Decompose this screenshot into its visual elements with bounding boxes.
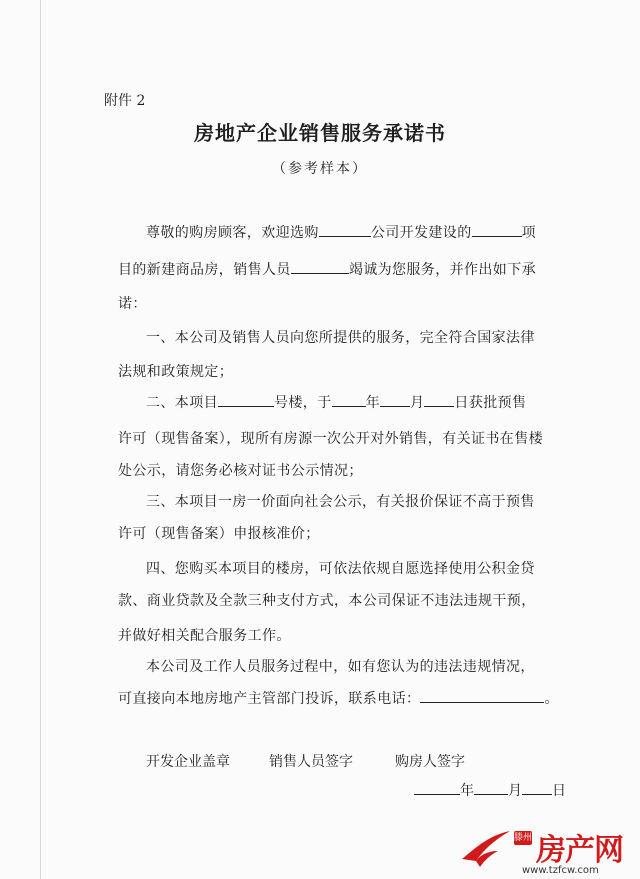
text: 尊敬的购房顾客，欢迎选购: [146, 225, 319, 241]
text: 年: [460, 783, 474, 799]
closing-line1: 本公司及工作人员服务过程中，如有您认为的违法违规情况，: [146, 659, 535, 675]
item4-line1: 四、您购买本项目的楼房，可依法依规自愿选择使用公积金贷: [146, 561, 535, 577]
document-subtitle: （参考样本）: [272, 161, 368, 177]
developer-seal-label: 开发企业盖章: [146, 754, 230, 770]
logo-tag: 滕州: [514, 833, 533, 843]
logo-url: www.tzfcw.com: [522, 865, 599, 876]
item2-line1: [146, 392, 526, 412]
item1-line1: 一、本公司及销售人员向您所提供的服务，完全符合国家法律: [146, 330, 535, 346]
day-blank: [424, 392, 454, 407]
date-month-blank: [474, 780, 508, 795]
date-line: [414, 780, 566, 800]
closing-line2: [118, 688, 559, 708]
item4-line2: 款、商业贷款及全款三种支付方式，本公司保证不违法违规干预，: [118, 593, 536, 609]
item3-line1: 三、本项目一房一价面向社会公示，有关报价保证不高于预售: [146, 494, 535, 510]
text: 可直接向本地房地产主管部门投诉，联系电话：: [118, 691, 421, 707]
text: 年: [365, 395, 381, 411]
watermark-logo: [458, 823, 638, 879]
company-blank: [319, 222, 371, 237]
text: 目的新建商品房，销售人员: [118, 262, 291, 278]
date-year-blank: [414, 780, 460, 795]
item1-line2: 法规和政策规定；: [118, 364, 234, 380]
project-blank: [472, 222, 522, 237]
salesperson-blank: [291, 259, 349, 274]
para1-line1: [146, 222, 536, 242]
text: 日获批预售: [454, 395, 527, 411]
item3-line2: 许可（现售备案）申报核准价；: [118, 526, 320, 542]
item2-line3: 处公示，请您务必核对证书公示情况；: [118, 463, 363, 479]
text: 日: [552, 783, 566, 799]
text: 二、本项目: [146, 395, 218, 411]
item2-line2: 许可（现售备案），现所有房源一次公开对外销售，有关证书在售楼: [118, 431, 543, 447]
attachment-label: 附件 2: [104, 93, 146, 109]
buyer-signature-label: 购房人签字: [395, 754, 465, 770]
phone-blank: [420, 688, 544, 703]
logo-swoosh-icon: [458, 825, 514, 869]
para1-line2: [118, 259, 536, 279]
text: 月: [410, 395, 425, 411]
date-day-blank: [522, 780, 552, 795]
year-blank: [332, 392, 366, 407]
item4-line3: 并做好相关配合服务工作。: [118, 628, 291, 644]
text: 公司开发建设的: [370, 225, 472, 241]
text: 竭诚为您服务，并作出如下承: [348, 262, 537, 278]
para1-line3: 诺：: [118, 296, 147, 312]
sales-signature-label: 销售人员签字: [269, 754, 353, 770]
document-title: 房地产企业销售服务承诺书: [194, 121, 446, 145]
logo-text: 房产网: [536, 833, 623, 868]
building-blank: [218, 392, 274, 407]
text: 月: [508, 783, 522, 799]
text: 号楼，于: [274, 395, 332, 411]
text: 项: [521, 225, 537, 241]
text: 。: [544, 691, 559, 707]
month-blank: [380, 392, 410, 407]
